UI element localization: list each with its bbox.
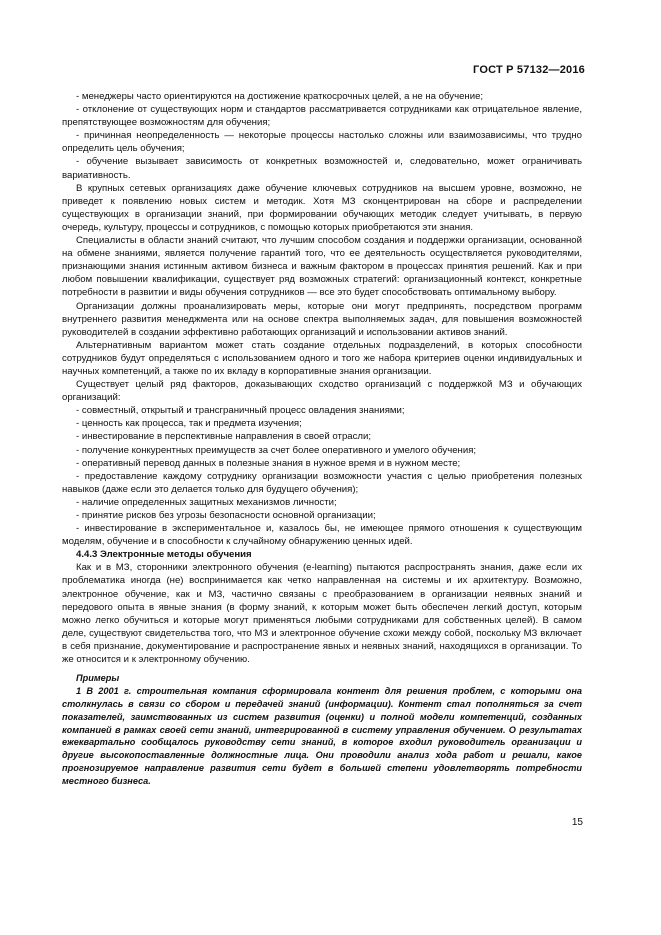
list-item: - ценность как процесса, так и предмета изучения; (76, 418, 302, 430)
list-item: - отклонение от существующих норм и стандартов рассматривается сотрудниками как отрицательное явление, препятствующее возможностям для обучения; (62, 104, 582, 129)
body-paragraph: Существует целый ряд факторов, доказывающих сходство организаций с поддержкой МЗ и обучающих организаций: (62, 379, 582, 404)
body-paragraph: Организации должны проанализировать меры, которые они могут предпринять, посредством программ внутреннего развития менеджмента или на основе спектра выполняемых задач, для повышения возможностей руководителей в создании эффективно работающих организаций и использовании активов знаний. (62, 300, 582, 338)
examples-heading: Примеры (76, 673, 120, 684)
section-heading: 4.4.3 Электронные методы обучения (76, 549, 252, 561)
list-item: - наличие определенных защитных механизмов личности; (76, 496, 337, 508)
page-body (62, 90, 582, 788)
document-code: ГОСТ Р 57132—2016 (473, 64, 585, 76)
body-paragraph: В крупных сетевых организациях даже обучение ключевых сотрудников на высшем уровне, возможно, не приведет к появлению новых систем и методик. Хотя МЗ сконцентрирован на сборе и распределении существующих в организации знаний, при формировании обучающих методик следует учитывать, в первую очередь, культуру, процессы и сотрудников, с помощью которых приобретаются эти знания. (62, 182, 582, 233)
body-paragraph: Специалисты в области знаний считают, что лучшим способом создания и поддержки организации, основанной на обмене знаниями, является получение гарантий того, что ее деятельность осуществляется руководителями, признающими знания истинным активом бизнеса и важным фактором в процессах принятия решений. Как и при любом повышении квалификации, существует ряд возможных стратегий: организационный контекст, конкретные потребности в развитии и виды обучения сотрудников — все это будет способствовать оптимальному выбору. (62, 235, 582, 299)
example-paragraph: 1 В 2001 г. строительная компания сформировала контент для решения проблем, с которыми она столкнулась в связи со сбором и передачей знаний (информации). Контент стал пополняться за счет показателей, заимствованных из систем развития (оценки) и полной модели компетенций, созданных компанией в рамках своей сети знаний, интегрированной в систему управления обучением. О результатах ежеквартально сообщалось руководству сети знаний, в которое входил руководитель организации и другие высокопоставленные должностные лица. Они проводили анализ хода работ и решали, какое прогнозируемое направление развития сети будет в большей степени удовлетворять потребности местного бизнеса. (62, 686, 582, 786)
list-item: - причинная неопределенность — некоторые процессы настолько сложны или взаимозависимы, что трудно определить цель обучения; (62, 130, 582, 155)
section-paragraph: Как и в МЗ, сторонники электронного обучения (e-learning) пытаются распространять знания, даже если их проблематика иногда (не) воспринимается как четко направленная на системы и их архитектуру. Возможно, электронное обучение, как и МЗ, частично связаны с преобразованием в организации неявных знаний и передового опыта в явные знания (в форму знаний, к которым может быть обеспечен легкий доступ, которым можно легко обучиться и которые могут применяться любыми сотрудниками для собственных целей). В самом деле, существуют свидетельства того, что МЗ и электронное обучение схожи между собой, поскольку МЗ включает в себя признание, документирование и распространение явных и неявных знаний, находящихся в организации. То же относится и к электронному обучению. (62, 562, 582, 666)
list-item: - обучение вызывает зависимость от конкретных возможностей и, следовательно, может ограничивать вариативность. (62, 156, 582, 181)
list-item: - получение конкурентных преимуществ за счет более оперативного и умелого обучения; (76, 444, 477, 456)
list-item: - предоставление каждому сотруднику организации возможности участия с целью приобретения полезных навыков (даже если это делается только для будущего обучения); (62, 470, 582, 495)
page-number: 15 (571, 817, 583, 828)
list-item: - инвестирование в экспериментальное и, казалось бы, не имеющее прямого отношения к существующим моделям, обучение и в способности к случайному обнаружению ценных идей. (62, 523, 582, 548)
body-paragraph: Альтернативным вариантом может стать создание отдельных подразделений, в которых способности сотрудников будут определяться с использованием одного и того же набора критериев оценки индивидуальных и научных компетенций, а также по их вкладу в корпоративные знания организации. (62, 339, 582, 377)
list-item: - менеджеры часто ориентируются на достижение краткосрочных целей, а не на обучение; (76, 91, 484, 102)
list-item: - принятие рисков без угрозы безопасности основной организации; (76, 510, 376, 521)
list-item: - инвестирование в перспективные направления в своей отрасли; (76, 431, 372, 443)
list-item: - совместный, открытый и трансграничный процесс овладения знаниями; (76, 405, 405, 417)
list-item: - оперативный перевод данных в полезные знания в нужное время и в нужном месте; (76, 457, 461, 469)
